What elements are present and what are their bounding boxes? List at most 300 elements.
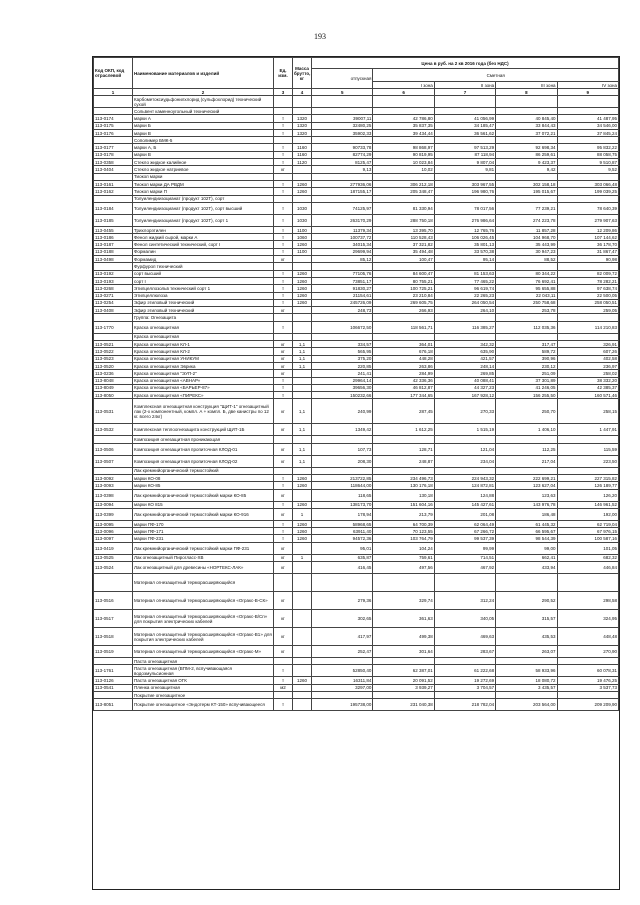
row-name: марки КО-08 xyxy=(133,474,274,481)
row-zone-2-price xyxy=(434,108,495,115)
row-name: Лак кремнийорганический термостойкий марки КО-85 xyxy=(133,489,274,501)
row-unit: т xyxy=(274,202,293,214)
row-zone-1-price: 234 496,73 xyxy=(373,474,434,481)
table-row xyxy=(94,610,619,628)
row-name: Краска огнезащитная Эврика xyxy=(133,362,274,369)
row-release-price: 82774,29 xyxy=(312,151,373,158)
table-row xyxy=(94,307,619,314)
table-row xyxy=(94,384,619,391)
row-code xyxy=(94,691,133,698)
row-zone-2-price: 269,85 xyxy=(434,370,495,377)
row-unit: кг xyxy=(274,554,293,561)
row-zone-4-price: 258,02 xyxy=(557,370,618,377)
row-release-price: 34015,34 xyxy=(312,241,373,248)
row-mass: 1,1 xyxy=(293,355,312,362)
row-zone-4-price: 258,15 xyxy=(557,399,618,424)
row-zone-3-price xyxy=(496,173,557,180)
col-number: 6 xyxy=(373,89,434,96)
row-zone-4-price xyxy=(557,691,618,698)
row-code: 113-0517 xyxy=(94,610,133,628)
row-unit: кг xyxy=(274,370,293,377)
row-name: Формалин xyxy=(133,248,274,255)
row-code: 113-0093 xyxy=(94,482,133,489)
row-zone-4-price: 67 976,15 xyxy=(557,528,618,535)
table-row xyxy=(94,691,619,698)
row-zone-1-price: 39 434,44 xyxy=(373,129,434,136)
header-name: Наименование материалов и изделий xyxy=(133,58,274,89)
row-unit: т xyxy=(274,292,293,299)
row-unit xyxy=(274,173,293,180)
row-name: Краска огнезащитная «ПИРЕКС» xyxy=(133,392,274,399)
row-release-price: 252,47 xyxy=(312,646,373,658)
row-zone-2-price: 224 943,32 xyxy=(434,474,495,481)
row-zone-1-price: 3 939,27 xyxy=(373,684,434,691)
row-release-price: 94572,36 xyxy=(312,535,373,542)
row-zone-4-price: 192,00 xyxy=(557,508,618,520)
table-row xyxy=(94,263,619,270)
row-mass xyxy=(293,467,312,474)
row-zone-1-price: 90 819,95 xyxy=(373,151,434,158)
row-zone-1-price: 759,61 xyxy=(373,554,434,561)
row-zone-1-price: 103 764,79 xyxy=(373,535,434,542)
row-code: 113-0096 xyxy=(94,528,133,535)
table-row xyxy=(94,277,619,284)
row-name: сорт I xyxy=(133,277,274,284)
row-code: 113-0185 xyxy=(94,214,133,226)
table-row xyxy=(94,292,619,299)
row-mass: 1100 xyxy=(293,226,312,233)
row-name: Группа: Огнезащита xyxy=(133,314,274,321)
row-unit: м2 xyxy=(274,684,293,691)
row-unit: т xyxy=(274,535,293,542)
row-release-price: 9,13 xyxy=(312,166,373,173)
col-number: 8 xyxy=(496,89,557,96)
row-zone-3-price: 3 435,57 xyxy=(496,684,557,691)
row-unit: т xyxy=(274,528,293,535)
row-zone-1-price xyxy=(373,263,434,270)
row-name: Тиокол марки ДА РВДМ xyxy=(133,180,274,187)
table-row xyxy=(94,256,619,263)
row-release-price: 118,65 xyxy=(312,489,373,501)
row-zone-4-price xyxy=(557,108,618,115)
row-zone-3-price: 156 255,50 xyxy=(496,392,557,399)
row-mass: 1320 xyxy=(293,129,312,136)
table-row xyxy=(94,137,619,144)
row-zone-4-price: 227 315,82 xyxy=(557,474,618,481)
row-name: марки КО 815 xyxy=(133,501,274,508)
row-unit: кг xyxy=(274,362,293,369)
row-code xyxy=(94,263,133,270)
table-row xyxy=(94,341,619,348)
row-release-price: 240,99 xyxy=(312,399,373,424)
row-zone-2-price: 248,14 xyxy=(434,362,495,369)
row-name: Фенол жидкий сырой, марки А xyxy=(133,234,274,241)
table-row xyxy=(94,424,619,436)
row-mass xyxy=(293,691,312,698)
row-release-price xyxy=(312,574,373,592)
row-unit: т xyxy=(274,115,293,122)
row-zone-4-price xyxy=(557,195,618,202)
row-zone-3-price: 217,04 xyxy=(496,455,557,467)
row-zone-1-price xyxy=(373,574,434,592)
row-zone-3-price: 263,07 xyxy=(496,646,557,658)
row-mass: 1260 xyxy=(293,188,312,195)
row-mass: 1,1 xyxy=(293,341,312,348)
row-zone-4-price: 22 500,05 xyxy=(557,292,618,299)
row-zone-4-price: 303 066,48 xyxy=(557,180,618,187)
row-zone-4-price: 270,90 xyxy=(557,646,618,658)
row-release-price: 58968,65 xyxy=(312,520,373,527)
row-zone-1-price: 35 494,48 xyxy=(373,248,434,255)
row-zone-3-price: 9 423,37 xyxy=(496,159,557,166)
row-name: Комплексная теплоогнезащита конструкций ЩИТ-1Б xyxy=(133,424,274,436)
row-release-price: 29699,94 xyxy=(312,248,373,255)
table-row xyxy=(94,658,619,665)
table-row xyxy=(94,501,619,508)
row-zone-4-price: 259,05 xyxy=(557,307,618,314)
header-price-group: Цена в руб. на 2 кв 2016 года (без НДС) xyxy=(312,58,619,69)
row-release-price xyxy=(312,333,373,340)
row-mass: 1030 xyxy=(293,214,312,226)
row-zone-1-price xyxy=(373,333,434,340)
row-zone-4-price: 42 385,37 xyxy=(557,384,618,391)
row-unit xyxy=(274,436,293,443)
page-number: 193 xyxy=(314,32,326,41)
row-name: Карбометоксиудьфонилхлорид (сульфохлорид) технический сухой xyxy=(133,96,274,108)
row-zone-1-price: 151 604,16 xyxy=(373,501,434,508)
row-unit: т xyxy=(274,248,293,255)
row-zone-3-price: 203 564,00 xyxy=(496,699,557,711)
row-zone-4-price: 324,95 xyxy=(557,610,618,628)
table-row xyxy=(94,348,619,355)
row-zone-3-price: 250,70 xyxy=(496,399,557,424)
row-zone-2-price xyxy=(434,137,495,144)
row-release-price: 220,85 xyxy=(312,362,373,369)
row-mass: 1160 xyxy=(293,151,312,158)
row-zone-3-price: 86 259,61 xyxy=(496,151,557,158)
row-unit: кг xyxy=(274,424,293,436)
table-row xyxy=(94,108,619,115)
row-code: 113-0532 xyxy=(94,424,133,436)
row-release-price: 635,87 xyxy=(312,554,373,561)
row-zone-3-price xyxy=(496,436,557,443)
row-zone-2-price: 276 986,64 xyxy=(434,214,495,226)
row-zone-4-price: 97 638,74 xyxy=(557,285,618,292)
row-name: Тиокол марки П xyxy=(133,188,274,195)
row-mass: 1260 xyxy=(293,501,312,508)
row-release-price xyxy=(312,137,373,144)
row-zone-2-price: 342,32 xyxy=(434,341,495,348)
row-zone-4-price: 682,32 xyxy=(557,554,618,561)
row-mass: 1030 xyxy=(293,202,312,214)
row-zone-4-price xyxy=(557,658,618,665)
row-zone-1-price: 284,99 xyxy=(373,370,434,377)
table-row xyxy=(94,699,619,711)
row-zone-1-price: 130 176,18 xyxy=(373,482,434,489)
row-zone-2-price: 62 064,49 xyxy=(434,520,495,527)
row-zone-3-price: 88,52 xyxy=(496,256,557,263)
row-zone-3-price xyxy=(496,314,557,321)
row-zone-2-price: 714,51 xyxy=(434,554,495,561)
row-name: Сольвент каменноугольный технический xyxy=(133,108,274,115)
row-name: Покрытие огнезащитное xyxy=(133,691,274,698)
row-unit: т xyxy=(274,665,293,677)
row-zone-4-price xyxy=(557,333,618,340)
row-zone-2-price xyxy=(434,314,495,321)
row-name: марки В xyxy=(133,129,274,136)
row-zone-4-price: 31 867,47 xyxy=(557,248,618,255)
row-name: сорт высший xyxy=(133,270,274,277)
row-release-price: 277936,06 xyxy=(312,180,373,187)
row-mass: 1260 xyxy=(293,180,312,187)
row-mass: 1260 xyxy=(293,299,312,306)
row-release-price: 63911,40 xyxy=(312,528,373,535)
row-zone-1-price xyxy=(373,467,434,474)
row-zone-3-price: 433,94 xyxy=(496,562,557,574)
row-code: 113-0162 xyxy=(94,188,133,195)
row-zone-3-price: 33 844,43 xyxy=(496,122,557,129)
row-zone-2-price: 234,04 xyxy=(434,455,495,467)
row-zone-1-price xyxy=(373,173,434,180)
row-mass: 1260 xyxy=(293,482,312,489)
row-mass xyxy=(293,314,312,321)
row-release-price: 8125,47 xyxy=(312,159,373,166)
row-code: 113-0161 xyxy=(94,180,133,187)
table-row xyxy=(94,628,619,646)
row-zone-4-price: 258 050,51 xyxy=(557,299,618,306)
row-name: Лак огнезащитный для древесины «НОРТЕКС-ЛАК» xyxy=(133,562,274,574)
row-release-price xyxy=(312,263,373,270)
header-zone-4: IV зона xyxy=(557,82,618,89)
row-zone-2-price xyxy=(434,96,495,108)
row-zone-2-price: 116 385,27 xyxy=(434,321,495,333)
row-name: Паста огнезащитная ОГК xyxy=(133,677,274,684)
row-zone-1-price: 248,87 xyxy=(373,455,434,467)
row-mass: 1060 xyxy=(293,234,312,241)
row-zone-3-price: 251,09 xyxy=(496,370,557,377)
table-row xyxy=(94,202,619,214)
col-number: 2 xyxy=(133,89,274,96)
row-code: 113-0398 xyxy=(94,489,133,501)
row-zone-1-price: 130,18 xyxy=(373,489,434,501)
row-zone-3-price: 41 246,05 xyxy=(496,384,557,391)
row-release-price xyxy=(312,436,373,443)
row-release-price: 100737,72 xyxy=(312,234,373,241)
row-release-price: 417,97 xyxy=(312,628,373,646)
row-zone-4-price: 446,84 xyxy=(557,562,618,574)
row-code: 113-0518 xyxy=(94,628,133,646)
row-unit: т xyxy=(274,188,293,195)
table-row xyxy=(94,321,619,333)
row-mass xyxy=(293,665,312,677)
row-code: 113-8049 xyxy=(94,384,133,391)
table-row xyxy=(94,166,619,173)
row-unit: т xyxy=(274,285,293,292)
row-release-price: 74125,97 xyxy=(312,202,373,214)
table-row xyxy=(94,377,619,384)
row-zone-4-price xyxy=(557,574,618,592)
row-release-price: 150232,66 xyxy=(312,392,373,399)
row-zone-3-price: 58 933,96 xyxy=(496,665,557,677)
row-release-price xyxy=(312,173,373,180)
row-code: 113-0498 xyxy=(94,256,133,263)
row-mass xyxy=(293,321,312,333)
row-name: Эфир этиловый технический xyxy=(133,307,274,314)
row-unit: т xyxy=(274,180,293,187)
row-name: Толуилендиизоцианат (продукт 102Т), сорт xyxy=(133,195,274,202)
row-zone-1-price: 263,86 xyxy=(373,362,434,369)
table-row xyxy=(94,677,619,684)
row-code: 113-0268 xyxy=(94,285,133,292)
row-zone-2-price: 283,67 xyxy=(434,646,495,658)
row-zone-4-price xyxy=(557,314,618,321)
row-zone-4-price: 115,59 xyxy=(557,443,618,455)
row-release-price: 245726,09 xyxy=(312,299,373,306)
header-release-price: отпускная xyxy=(312,69,373,89)
row-name: Лак огнезащитный Пирогласс-ХВ xyxy=(133,554,274,561)
row-zone-3-price: 186,48 xyxy=(496,508,557,520)
row-zone-1-price: 177 344,65 xyxy=(373,392,434,399)
row-zone-3-price: 22 043,11 xyxy=(496,292,557,299)
row-mass xyxy=(293,384,312,391)
row-code xyxy=(94,108,133,115)
row-zone-1-price: 104,24 xyxy=(373,542,434,554)
row-zone-4-price: 82 009,72 xyxy=(557,270,618,277)
row-zone-4-price: 19 476,25 xyxy=(557,677,618,684)
row-release-price: 35902,33 xyxy=(312,129,373,136)
table-row xyxy=(94,443,619,455)
table-row xyxy=(94,455,619,467)
row-unit: кг xyxy=(274,646,293,658)
table-row xyxy=(94,489,619,501)
row-mass: 1260 xyxy=(293,535,312,542)
row-unit xyxy=(274,691,293,698)
row-zone-3-price: 315,57 xyxy=(496,610,557,628)
row-zone-1-price: 42 786,80 xyxy=(373,115,434,122)
row-mass: 1260 xyxy=(293,677,312,684)
row-name: Паста огнезащитная xyxy=(133,658,274,665)
row-zone-4-price: 88 058,75 xyxy=(557,151,618,158)
row-release-price: 241,41 xyxy=(312,370,373,377)
row-zone-3-price: 35 443,99 xyxy=(496,241,557,248)
row-zone-2-price: 312,24 xyxy=(434,592,495,610)
row-mass xyxy=(293,173,312,180)
row-unit: т xyxy=(274,277,293,284)
row-zone-3-price: 112 035,36 xyxy=(496,321,557,333)
row-code: 113-0506 xyxy=(94,443,133,455)
row-unit xyxy=(274,333,293,340)
row-zone-4-price: 9 510,87 xyxy=(557,159,618,166)
row-zone-4-price: 160 571,46 xyxy=(557,392,618,399)
row-unit xyxy=(274,314,293,321)
row-zone-1-price xyxy=(373,96,434,108)
table-row xyxy=(94,474,619,481)
row-mass xyxy=(293,489,312,501)
row-code: 113-0126 xyxy=(94,677,133,684)
row-release-price: 208,30 xyxy=(312,455,373,467)
row-name: Покрытие огнезащитное «Эндотерм КТ-150» вспучивающееся xyxy=(133,699,274,711)
row-zone-2-price: 196 980,76 xyxy=(434,188,495,195)
row-mass: 1,1 xyxy=(293,424,312,436)
row-zone-1-price: 98 868,97 xyxy=(373,144,434,151)
row-release-price: 187155,17 xyxy=(312,188,373,195)
row-zone-3-price: 390,96 xyxy=(496,355,557,362)
table-row xyxy=(94,96,619,108)
row-zone-3-price xyxy=(496,467,557,474)
row-unit: т xyxy=(274,321,293,333)
row-mass: 1 xyxy=(293,508,312,520)
row-unit: кг xyxy=(274,455,293,467)
row-code: 113-0178 xyxy=(94,151,133,158)
row-zone-1-price: 70 123,55 xyxy=(373,528,434,535)
row-zone-3-price: 9,42 xyxy=(496,166,557,173)
row-name: Материал огнезащитный терморасширяющийся xyxy=(133,574,274,592)
row-zone-2-price: 41 056,99 xyxy=(434,115,495,122)
row-name: марки А xyxy=(133,115,274,122)
row-zone-2-price xyxy=(434,467,495,474)
row-zone-3-price: 123,63 xyxy=(496,489,557,501)
row-name: Композиция огнезащитная пропиточная КЛОД-02 xyxy=(133,455,274,467)
table-row xyxy=(94,542,619,554)
row-mass xyxy=(293,370,312,377)
row-zone-1-price: 37 321,82 xyxy=(373,241,434,248)
column-number-row xyxy=(94,89,619,96)
row-name: Материал огнезащитный терморасширяющийся «Огракс-В-СК» xyxy=(133,592,274,610)
row-mass: 1,1 xyxy=(293,348,312,355)
row-zone-3-price: 123 627,04 xyxy=(496,482,557,489)
row-name: Стекло жидкое натриевое xyxy=(133,166,274,173)
table-row xyxy=(94,355,619,362)
row-name: Краска огнезащитная "ЭУП-2" xyxy=(133,370,274,377)
row-name: Тиокол марки xyxy=(133,173,274,180)
row-zone-4-price: 114 210,83 xyxy=(557,321,618,333)
row-release-price: 11379,34 xyxy=(312,226,373,233)
row-unit: кг xyxy=(274,610,293,628)
row-mass: 1,1 xyxy=(293,399,312,424)
row-zone-2-price: 218 782,04 xyxy=(434,699,495,711)
row-zone-1-price xyxy=(373,137,434,144)
table-row xyxy=(94,508,619,520)
row-zone-2-price: 124 872,81 xyxy=(434,482,495,489)
row-release-price: 106672,50 xyxy=(312,321,373,333)
table-row xyxy=(94,684,619,691)
row-code: 113-0525 xyxy=(94,554,133,561)
row-zone-1-price: 100,47 xyxy=(373,256,434,263)
row-mass: 1320 xyxy=(293,115,312,122)
row-zone-2-price: 264 050,54 xyxy=(434,299,495,306)
row-release-price: 90733,78 xyxy=(312,144,373,151)
row-code: 113-0419 xyxy=(94,542,133,554)
row-zone-1-price: 13 395,70 xyxy=(373,226,434,233)
row-unit xyxy=(274,195,293,202)
row-zone-3-price: 77 239,21 xyxy=(496,202,557,214)
row-zone-4-price: 223,50 xyxy=(557,455,618,467)
row-mass: 1,1 xyxy=(293,455,312,467)
table-row xyxy=(94,482,619,489)
row-zone-1-price: 80 755,21 xyxy=(373,277,434,284)
row-zone-3-price xyxy=(496,333,557,340)
row-name: Эфир этиловый технический xyxy=(133,299,274,306)
row-zone-4-price: 100 587,16 xyxy=(557,535,618,542)
row-zone-4-price xyxy=(557,137,618,144)
row-code: 113-1770 xyxy=(94,321,133,333)
row-unit: кг xyxy=(274,341,293,348)
row-code: 113-0176 xyxy=(94,129,133,136)
row-release-price: 565,95 xyxy=(312,348,373,355)
row-unit: кг xyxy=(274,256,293,263)
row-name: Трихлорэтилен xyxy=(133,226,274,233)
row-mass xyxy=(293,699,312,711)
